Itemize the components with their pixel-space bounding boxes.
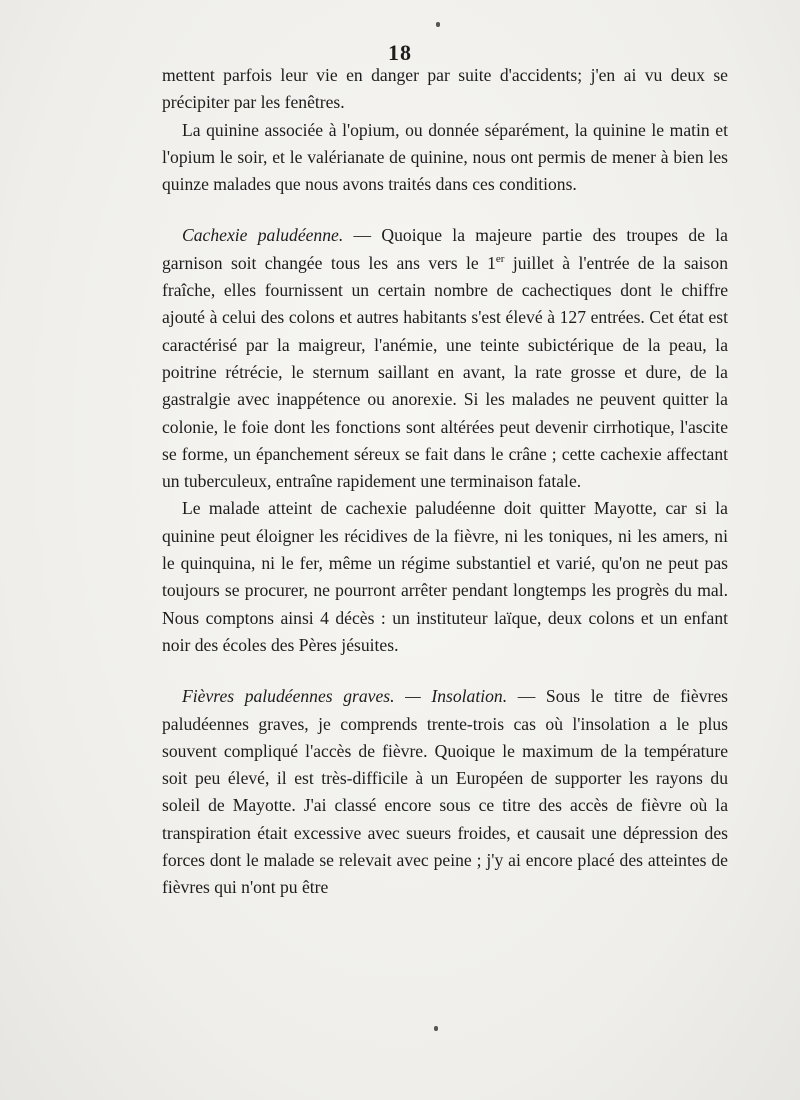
- paragraph-mayotte: [162, 495, 728, 659]
- ink-speck: [434, 1026, 438, 1031]
- paragraph-fievres: [162, 683, 728, 901]
- section-heading-cachexie: Cachexie paludéenne.: [182, 225, 344, 246]
- section-heading-fievres: Fièvres paludéennes graves. — Insolation.: [182, 686, 508, 707]
- superscript: er: [495, 252, 505, 265]
- paragraph-text: — Quoique la majeure partie des troupes de la garnison soit changée tous les ans vers le 1: [162, 225, 728, 273]
- ink-speck: [436, 22, 440, 27]
- page-number: 18: [388, 40, 412, 65]
- paragraph-treatment: [162, 117, 728, 199]
- paragraph-text: La quinine associée à l'opium, ou donnée séparément, la quinine le matin et l'opium le soir, et le valérianate de quinine, nous ont permis de mener à bien les quinze malades que nous avons traités dans ces conditions.: [162, 119, 728, 195]
- body-text: [162, 62, 728, 902]
- paragraph-cachexie: [162, 222, 728, 495]
- paragraph-text: juillet à l'entrée de la saison fraîche, elles fournissent un certain nombre de cachectiques dont le chiffre ajouté à celui des colons et autres habitants s'est élevé à 127 entrées. Cet état est caractérisé par la maigreur, l'anémie, une teinte subictérique de la peau, la poitrine rétrécie, le sternum saillant en avant, la rate grosse et dure, de la gastralgie avec inappétence ou anorexie. Si les malades ne peuvent quitter la colonie, le foie dont les fonctions sont altérées peut devenir cirrhotique, l'ascite se forme, un épanchement séreux se fait dans le crâne ; cette cachexie affectant un tuberculeux, entraîne rapidement une terminaison fatale.: [162, 252, 728, 492]
- paragraph-text: Le malade atteint de cachexie paludéenne doit quitter Mayotte, car si la quinine peut éloigner les récidives de la fièvre, ni les toniques, ni les amers, ni le quinquina, ni le fer, même un régime substantiel et varié, qu'on ne peut pas toujours se procurer, ne pourront arrêter pendant longtemps les progrès du mal. Nous comptons ainsi 4 décès : un instituteur laïque, deux colons et un enfant noir des écoles des Pères jésuites.: [162, 498, 728, 655]
- paragraph-text: — Sous le titre de fièvres paludéennes graves, je comprends trente-trois cas où l'insolation a le plus souvent compliqué l'accès de fièvre. Quoique le maximum de la température soit peu élevé, il est très-difficile à un Européen de supporter les rayons du soleil de Mayotte. J'ai classé encore sous ce titre des accès de fièvre où la transpiration était excessive avec sueurs froides, et causait une dépression des forces dont le malade se relevait avec peine ; j'y ai encore placé des atteintes de fièvres qui n'ont pu être: [162, 686, 728, 898]
- paragraph-text: mettent parfois leur vie en danger par suite d'accidents; j'en ai vu deux se précipiter par les fenêtres.: [162, 65, 728, 113]
- paragraph-continuation: [162, 62, 728, 117]
